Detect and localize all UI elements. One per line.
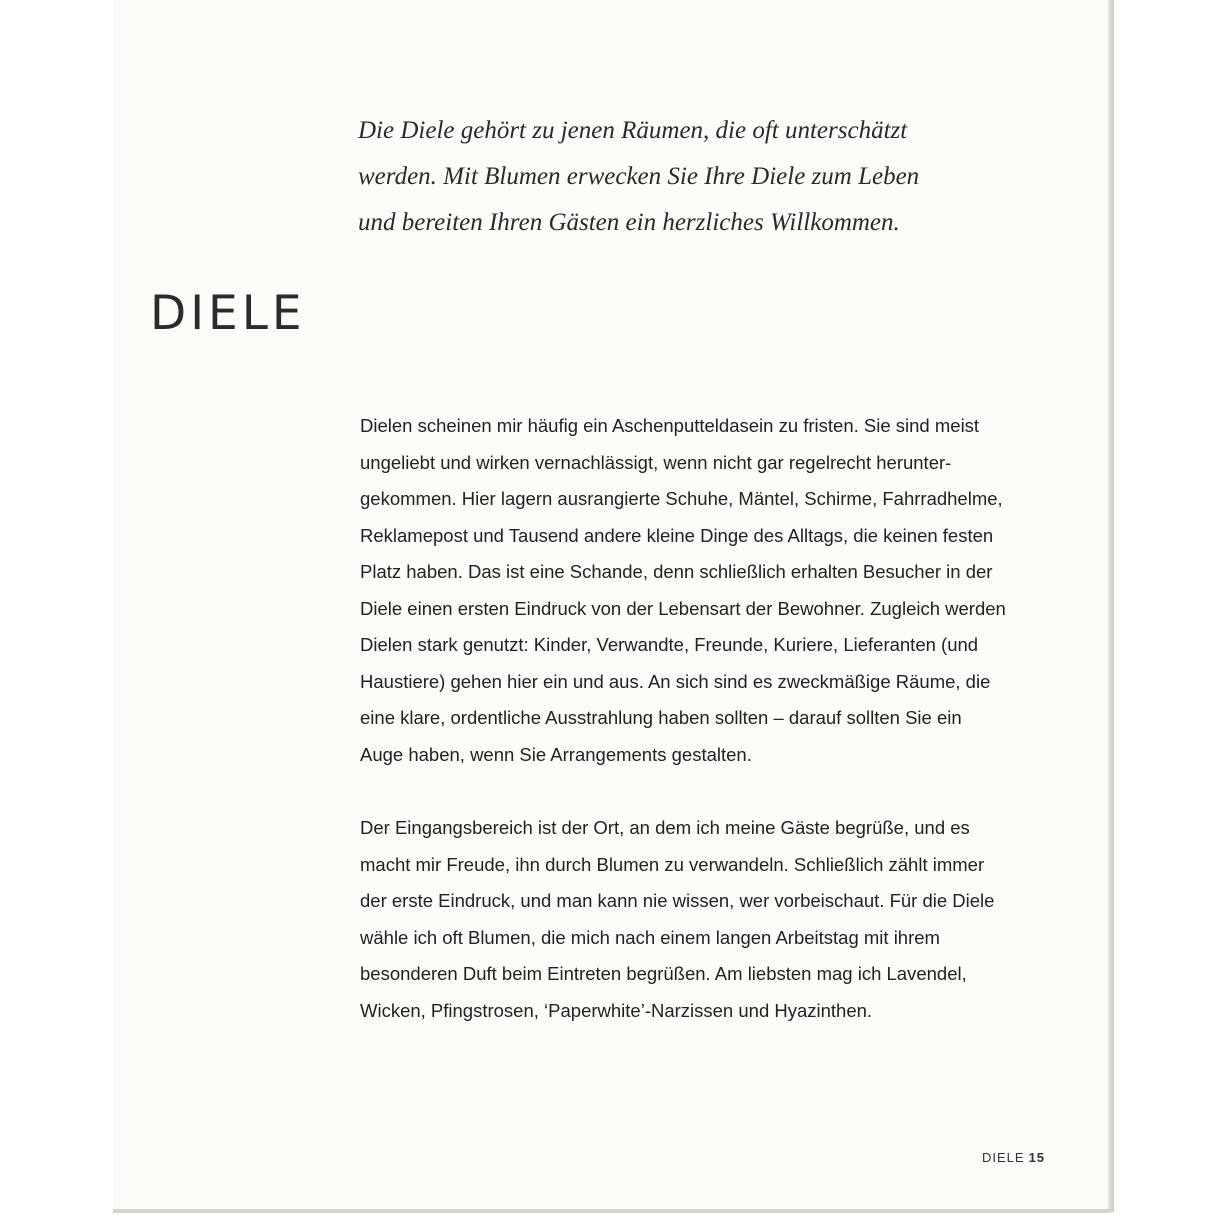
footer-section-label: DIELE	[982, 1150, 1025, 1165]
paragraph-line: Reklamepost und Tausend andere kleine Dinge des Alltags, die keinen festen	[360, 524, 994, 546]
paragraph-line: Haustiere) gehen hier ein und aus. An sich sind es zweckmäßige Räume, die	[360, 670, 991, 692]
paragraph-line: Wicken, Pfingstrosen, ‘Paperwhite’-Narzissen und Hyazinthen.	[360, 999, 873, 1021]
intro-line: und bereiten Ihren Gästen ein herzliches Willkommen.	[358, 209, 900, 236]
page-footer	[982, 1150, 1045, 1165]
paragraph-line: Diele einen ersten Eindruck von der Lebensart der Bewohner. Zugleich werden	[360, 597, 1006, 619]
paragraph-line: Auge haben, wenn Sie Arrangements gestalten.	[360, 743, 752, 765]
paragraph-line: ungeliebt und wirken vernachlässigt, wenn nicht gar regelrecht herunter-	[360, 451, 952, 473]
paragraph-line: Platz haben. Das ist eine Schande, denn schließlich erhalten Besucher in der	[360, 561, 993, 582]
paragraph-line: macht mir Freude, ihn durch Blumen zu verwandeln. Schließlich zählt immer	[360, 853, 985, 875]
page-number: 15	[1028, 1150, 1046, 1165]
paragraph-line: besonderen Duft beim Eintreten begrüßen. Am liebsten mag ich Lavendel,	[360, 963, 967, 984]
paragraph-line: der erste Eindruck, und man kann nie wissen, wer vorbeischaut. Für die Diele	[360, 890, 995, 911]
intro-quote	[358, 108, 1058, 246]
page-edge	[1108, 0, 1114, 1212]
paragraph-line: Der Eingangsbereich ist der Ort, an dem ich meine Gäste begrüße, und es	[360, 817, 970, 838]
body-paragraph-1	[360, 408, 1060, 773]
chapter-title: DIELE	[150, 286, 306, 341]
paragraph-line: wähle ich oft Blumen, die mich nach einem langen Arbeitstag mit ihrem	[360, 926, 940, 948]
paragraph-line: Dielen scheinen mir häufig ein Aschenputteldasein zu fristen. Sie sind meist	[360, 415, 980, 436]
paragraph-line: gekommen. Hier lagern ausrangierte Schuhe, Mäntel, Schirme, Fahrradhelme,	[360, 488, 1003, 509]
paragraph-line: eine klare, ordentliche Ausstrahlung haben sollten – darauf sollten Sie ein	[360, 707, 962, 728]
intro-line: Die Diele gehört zu jenen Räumen, die oft unterschätzt	[358, 117, 908, 144]
body-paragraph-2	[360, 810, 1060, 1029]
page-bottom-edge	[113, 1209, 1111, 1213]
intro-line: werden. Mit Blumen erwecken Sie Ihre Diele zum Leben	[358, 163, 920, 190]
paragraph-line: Dielen stark genutzt: Kinder, Verwandte, Freunde, Kuriere, Lieferanten (und	[360, 634, 979, 655]
